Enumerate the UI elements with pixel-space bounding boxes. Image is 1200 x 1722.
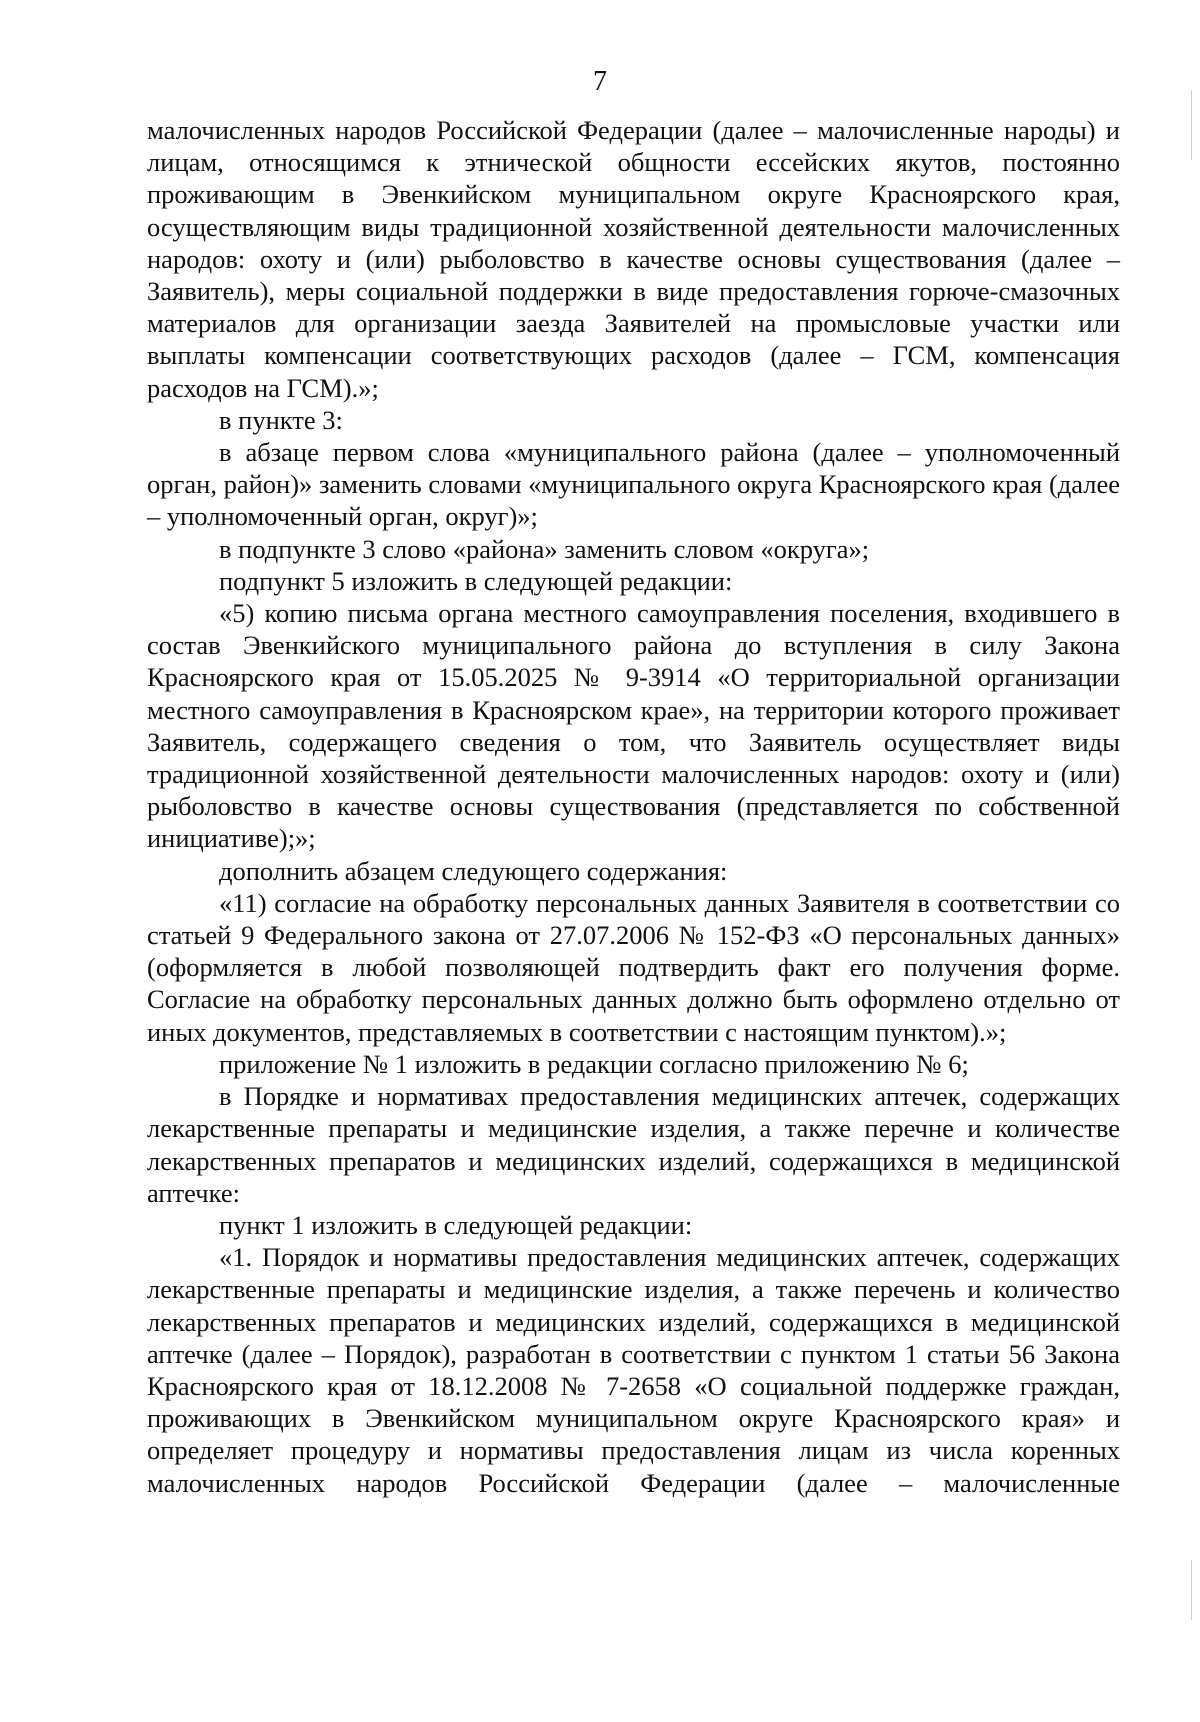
paragraph: «11) согласие на обработку персональных данных Заявителя в соответствии со статьей 9 Федерального закона от 27.07.2006 № 152-ФЗ «О персональных данных» (оформляется в любой позволяющей подтвердить факт его получения форме. Согласие на обработку персональных данных должно быть оформлено отдельно от иных документов, представляемых в соответствии с настоящим пунктом).»; xyxy=(147,887,1120,1047)
paragraph: «5) копию письма органа местного самоуправления поселения, входившего в состав Эвенкийского муниципального района до вступления в силу Закона Красноярского края от 15.05.2025 № 9-3914 «О территориальной организации местного самоуправления в Красноярском крае», на территории которого проживает Заявитель, содержащего сведения о том, что Заявитель осуществляет виды традиционной хозяйственной деятельности малочисленных народов: охоту и (или) рыболовство в качестве основы существования (представляется по собственной инициативе);»; xyxy=(147,598,1120,854)
scan-edge-mark xyxy=(1191,1560,1192,1620)
paragraph: пункт 1 изложить в следующей редакции: xyxy=(219,1209,693,1240)
page-number: 7 xyxy=(593,66,607,97)
paragraph: в подпункте 3 слово «района» заменить словом «округа»; xyxy=(219,533,870,564)
paragraph: в Порядке и нормативах предоставления медицинских аптечек, содержащих лекарственные препараты и медицинские изделия, а также перечне и количестве лекарственных препаратов и медицинских изделий, содержащихся в медицинской аптечке: xyxy=(147,1081,1120,1208)
paragraph: дополнить абзацем следующего содержания: xyxy=(219,855,728,886)
scan-edge-mark xyxy=(1191,90,1192,160)
paragraph: в пункте 3: xyxy=(219,404,343,435)
paragraph: в абзаце первом слова «муниципального района (далее – уполномоченный орган, район)» заменить словами «муниципального округа Красноярского края (далее – уполномоченный орган, округ)»; xyxy=(147,437,1120,532)
document-body xyxy=(147,114,1120,1499)
paragraph: приложение № 1 изложить в редакции согласно приложению № 6; xyxy=(219,1048,969,1079)
paragraph: подпункт 5 изложить в следующей редакции: xyxy=(219,565,733,596)
paragraph-continues-next-page: «1. Порядок и нормативы предоставления медицинских аптечек, содержащих лекарственные препараты и медицинские изделия, а также перечень и количество лекарственных препаратов и медицинских изделий, содержащихся в медицинской аптечке (далее – Порядок), разработан в соответствии с пунктом 1 статьи 56 Закона Красноярского края от 18.12.2008 № 7-2658 «О социальной поддержке граждан, проживающих в Эвенкийском муниципальном округе Красноярского края» и определяет процедуру и нормативы предоставления лицам из числа коренных малочисленных народов Российской Федерации (далее – малочисленные xyxy=(147,1242,1120,1498)
paragraph-continuation: малочисленных народов Российской Федерации (далее – малочисленные народы) и лицам, относящимся к этнической общности ессейских якутов, постоянно проживающим в Эвенкийском муниципальном округе Красноярского края, осуществляющим виды традиционной хозяйственной деятельности малочисленных народов: охоту и (или) рыболовство в качестве основы существования (далее – Заявитель), меры социальной поддержки в виде предоставления горюче-смазочных материалов для организации заезда Заявителей на промысловые участки или выплаты компенсации соответствующих расходов (далее – ГСМ, компенсация расходов на ГСМ).»; xyxy=(147,115,1120,403)
